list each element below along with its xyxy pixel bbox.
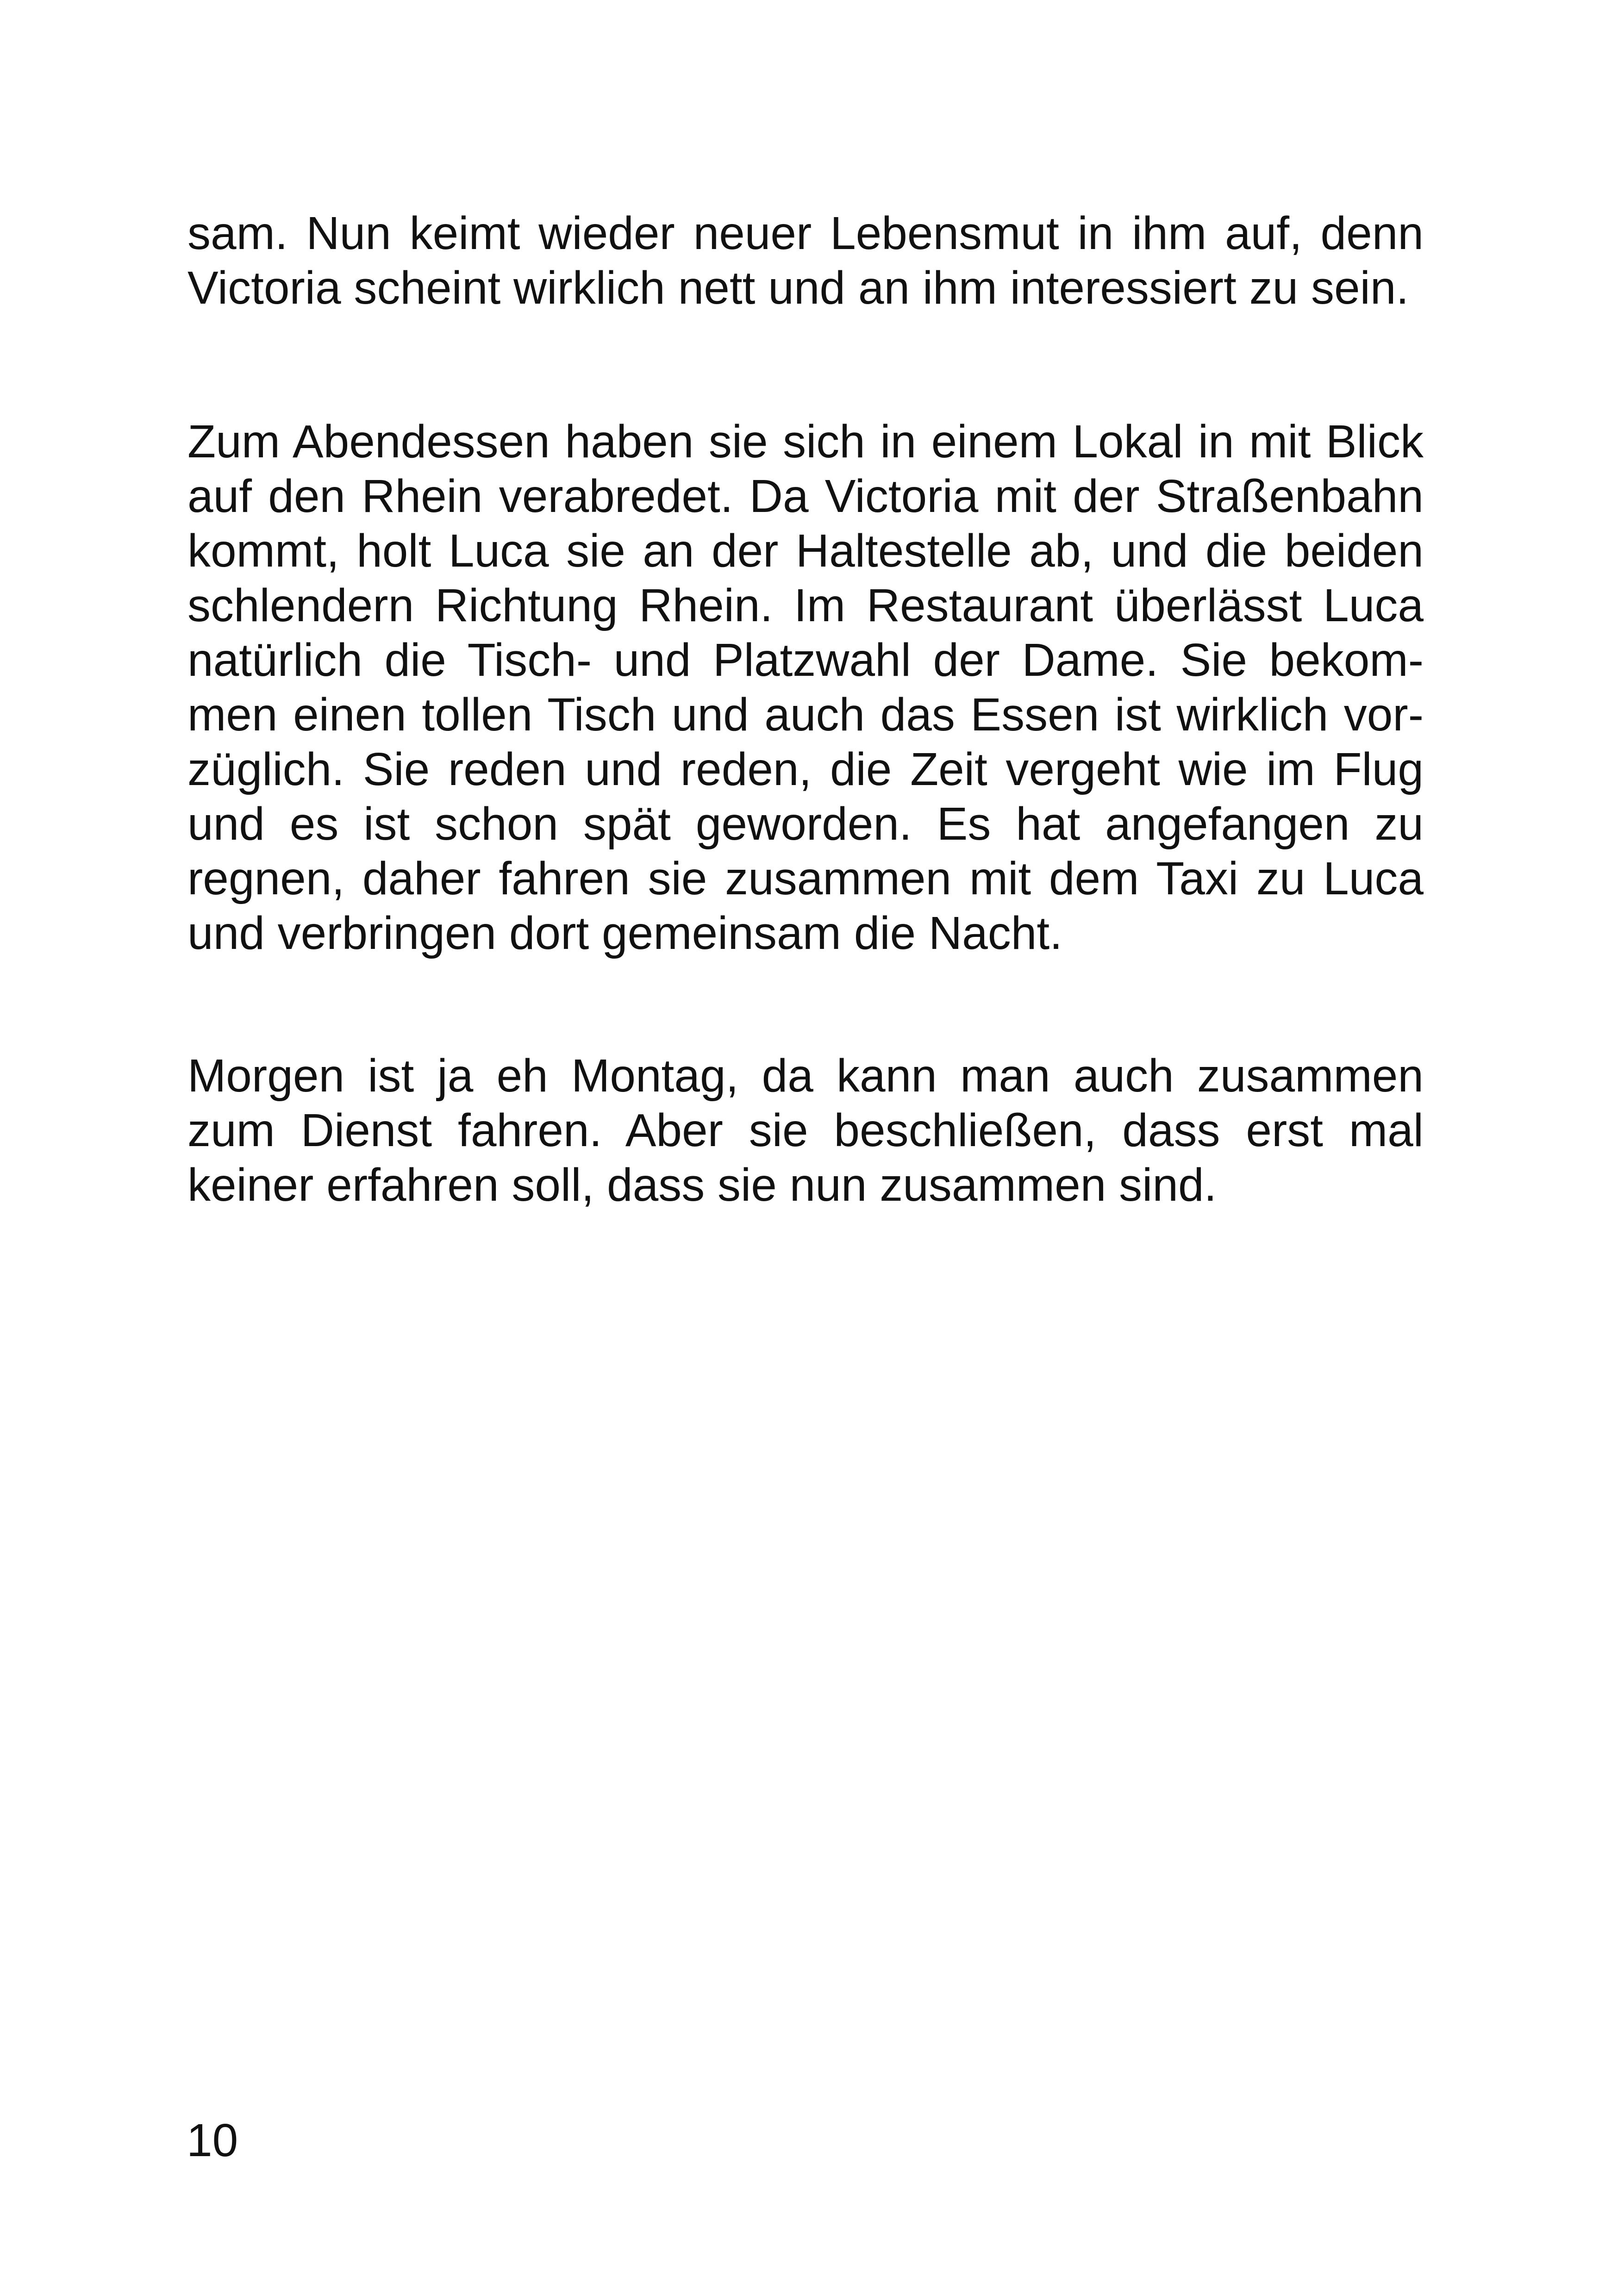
paragraph-line: men einen tollen Tisch und auch das Essen ist wirklich vor- bbox=[187, 689, 1424, 741]
paragraph-line: und verbringen dort gemeinsam die Nacht. bbox=[187, 907, 1062, 959]
paragraph-line: Zum Abendessen haben sie sich in einem Lokal in mit Blick bbox=[187, 416, 1424, 468]
paragraph-line: natürlich die Tisch- und Platzwahl der Dame. Sie bekom- bbox=[187, 634, 1424, 686]
paragraph-line: Victoria scheint wirklich nett und an ihm interessiert zu sein. bbox=[187, 262, 1409, 314]
paragraph-line: züglich. Sie reden und reden, die Zeit vergeht wie im Flug bbox=[187, 743, 1424, 795]
page-number: 10 bbox=[187, 2114, 238, 2166]
paragraph-2 bbox=[187, 414, 1424, 960]
paragraph-line: kommt, holt Luca sie an der Haltestelle ab, und die beiden bbox=[187, 525, 1424, 577]
paragraph-line: zum Dienst fahren. Aber sie beschließen, dass erst mal bbox=[187, 1104, 1424, 1156]
paragraph-3 bbox=[187, 1048, 1424, 1212]
paragraph-line: auf den Rhein verabredet. Da Victoria mit der Straßenbahn bbox=[187, 470, 1424, 522]
paragraph-line: und es ist schon spät geworden. Es hat angefangen zu bbox=[187, 798, 1424, 850]
paragraph-1 bbox=[187, 206, 1424, 315]
paragraph-line: keiner erfahren soll, dass sie nun zusammen sind. bbox=[187, 1159, 1217, 1211]
paragraph-line: sam. Nun keimt wieder neuer Lebensmut in ihm auf, denn bbox=[187, 207, 1424, 259]
paragraph-line: schlendern Richtung Rhein. Im Restaurant überlässt Luca bbox=[187, 580, 1424, 631]
paragraph-line: Morgen ist ja eh Montag, da kann man auch zusammen bbox=[187, 1050, 1424, 1102]
paragraph-line: regnen, daher fahren sie zusammen mit dem Taxi zu Luca bbox=[187, 853, 1424, 904]
